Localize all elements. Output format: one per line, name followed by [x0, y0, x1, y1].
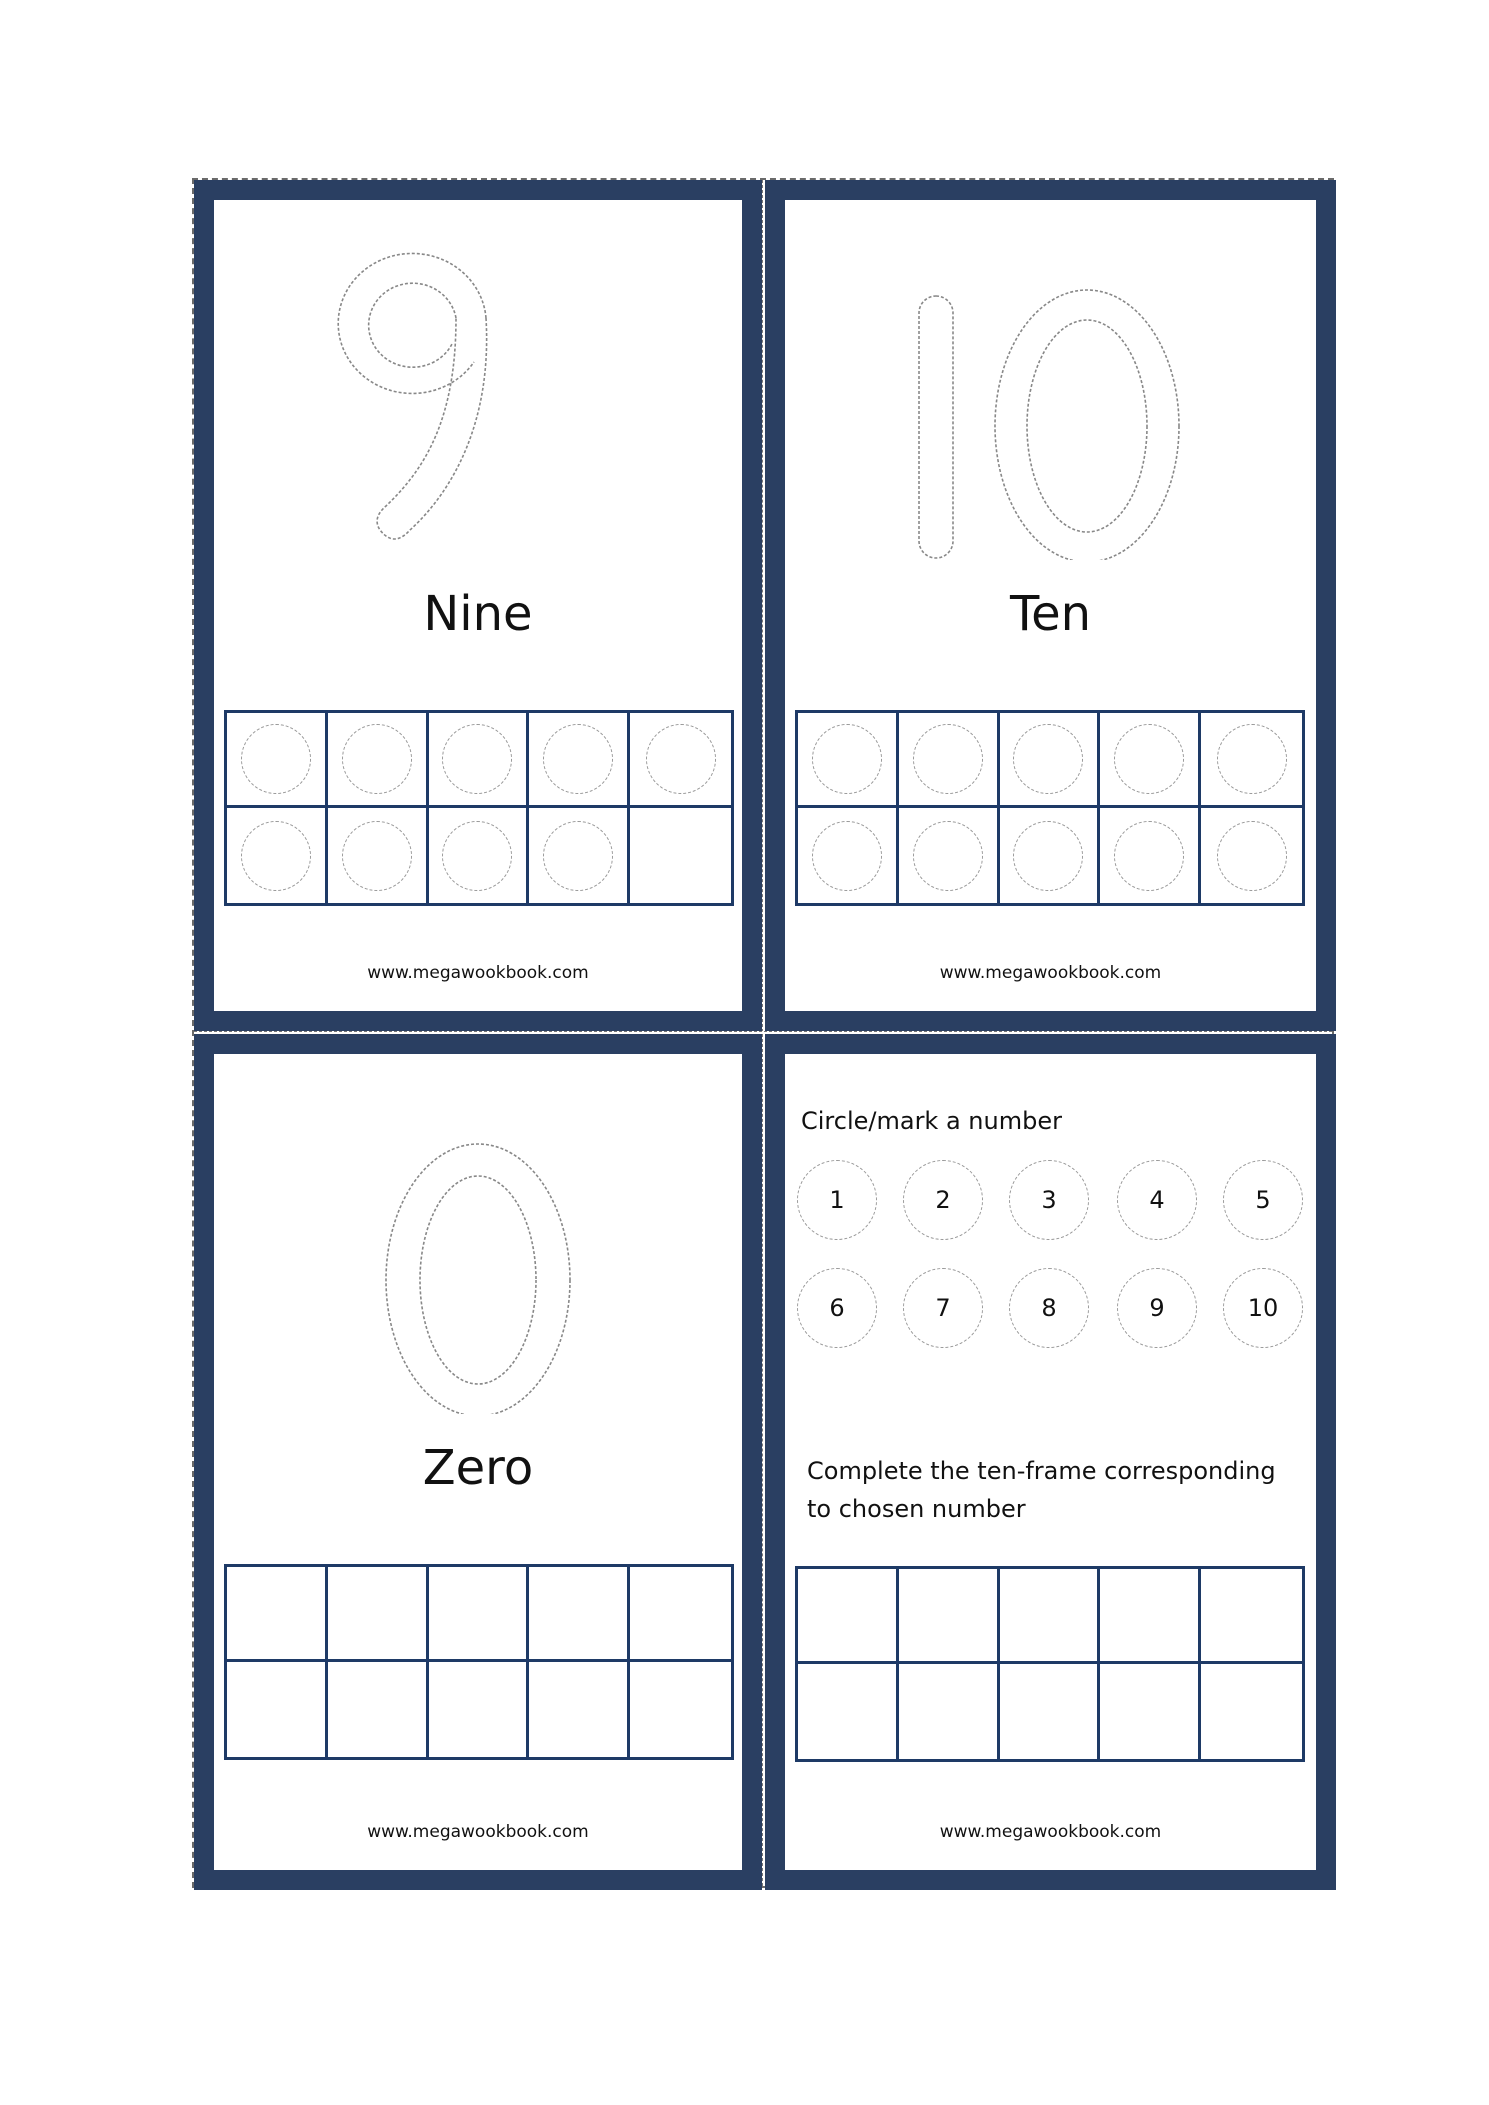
ten-frame-cell [328, 713, 429, 808]
counter-dot [1217, 821, 1287, 891]
ten-frame-cell[interactable] [1100, 1664, 1201, 1759]
card-nine-body [214, 200, 742, 1011]
ten-frame-cell[interactable] [798, 1664, 899, 1759]
counter-dot [1013, 821, 1083, 891]
counter-dot [342, 724, 412, 794]
site-url: www.megawookbook.com [939, 963, 1162, 983]
counter-dot [646, 724, 716, 794]
ten-frame-cell [227, 808, 328, 903]
site-url: www.megawookbook.com [367, 963, 589, 983]
digit-nine-outline [214, 200, 742, 560]
ten-frame-cell [529, 713, 630, 808]
ten-frame-cell[interactable] [1000, 1664, 1101, 1759]
ten-frame-cell [899, 713, 1000, 808]
counter-dot [442, 821, 512, 891]
number-choice-6[interactable]: 6 [797, 1268, 877, 1348]
counter-dot [442, 724, 512, 794]
ten-frame-cell [429, 713, 530, 808]
card-zero [194, 1034, 762, 1890]
counter-dot [1114, 724, 1184, 794]
word-nine: Nine [423, 586, 533, 642]
number-choice-3[interactable]: 3 [1009, 1160, 1089, 1240]
ten-frame-cell [1201, 713, 1302, 808]
counter-dot [342, 821, 412, 891]
counter-dot [241, 724, 311, 794]
ten-frame-cell [1100, 808, 1201, 903]
ten-frame-cell [1000, 808, 1101, 903]
counter-dot [913, 724, 983, 794]
number-choice-1[interactable]: 1 [797, 1160, 877, 1240]
counter-dot [913, 821, 983, 891]
counter-dot [812, 821, 882, 891]
ten-frame-cell[interactable] [1201, 1569, 1302, 1664]
number-choice-8[interactable]: 8 [1009, 1268, 1089, 1348]
word-zero: Zero [422, 1440, 534, 1496]
ten-frame-cell [899, 808, 1000, 903]
ten-frame-cell [227, 1662, 328, 1757]
ten-frame-cell [328, 1567, 429, 1662]
ten-frame-cell [1000, 713, 1101, 808]
card-nine [194, 180, 762, 1031]
ten-frame-cell[interactable] [899, 1664, 1000, 1759]
ten-frame-cell [798, 713, 899, 808]
counter-dot [543, 821, 613, 891]
ten-frame-cell[interactable] [1100, 1569, 1201, 1664]
counter-dot [1114, 821, 1184, 891]
card-ten-body [785, 200, 1316, 1011]
ten-frame-cell [630, 1567, 731, 1662]
ten-frame-cell[interactable] [1000, 1569, 1101, 1664]
ten-frame-cell [429, 1567, 530, 1662]
card-activity [765, 1034, 1336, 1890]
ten-frame-zero [224, 1564, 734, 1760]
number-choice-2[interactable]: 2 [903, 1160, 983, 1240]
ten-frame-cell [227, 1567, 328, 1662]
digit-zero-outline [214, 1054, 742, 1414]
ten-frame-nine [224, 710, 734, 906]
worksheet-sheet [192, 178, 1334, 1888]
ten-frame-cell [1100, 713, 1201, 808]
ten-frame-cell[interactable] [899, 1569, 1000, 1664]
ten-frame-cell [227, 713, 328, 808]
ten-frame-cell [529, 1662, 630, 1757]
card-activity-body [785, 1054, 1316, 1870]
ten-frame-cell [529, 808, 630, 903]
ten-frame-cell[interactable] [1201, 1664, 1302, 1759]
card-zero-body [214, 1054, 742, 1870]
ten-frame-cell [630, 808, 731, 903]
ten-frame-cell [798, 808, 899, 903]
number-choice-5[interactable]: 5 [1223, 1160, 1303, 1240]
number-choice-7[interactable]: 7 [903, 1268, 983, 1348]
ten-frame-cell[interactable] [798, 1569, 899, 1664]
ten-frame-ten [795, 710, 1305, 906]
counter-dot [241, 821, 311, 891]
ten-frame-cell [429, 808, 530, 903]
number-choice-4[interactable]: 4 [1117, 1160, 1197, 1240]
ten-frame-cell [630, 1662, 731, 1757]
site-url: www.megawookbook.com [367, 1822, 589, 1842]
number-choices [797, 1160, 1305, 1350]
ten-frame-cell [1201, 808, 1302, 903]
ten-frame-cell [630, 713, 731, 808]
counter-dot [543, 724, 613, 794]
counter-dot [812, 724, 882, 794]
ten-frame-cell [328, 808, 429, 903]
number-choice-10[interactable]: 10 [1223, 1268, 1303, 1348]
ten-frame-cell [429, 1662, 530, 1757]
counter-dot [1217, 724, 1287, 794]
ten-frame-cell [529, 1567, 630, 1662]
site-url: www.megawookbook.com [939, 1822, 1162, 1842]
word-ten: Ten [1009, 586, 1092, 642]
ten-frame-cell [328, 1662, 429, 1757]
counter-dot [1013, 724, 1083, 794]
number-choice-9[interactable]: 9 [1117, 1268, 1197, 1348]
instruction-circle-number: Circle/mark a number [801, 1107, 1062, 1135]
card-ten [765, 180, 1336, 1031]
ten-frame-blank [795, 1566, 1305, 1762]
instruction-complete-frame: Complete the ten-frame corresponding to chosen number [807, 1457, 1276, 1524]
digit-ten-outline [785, 200, 1316, 560]
